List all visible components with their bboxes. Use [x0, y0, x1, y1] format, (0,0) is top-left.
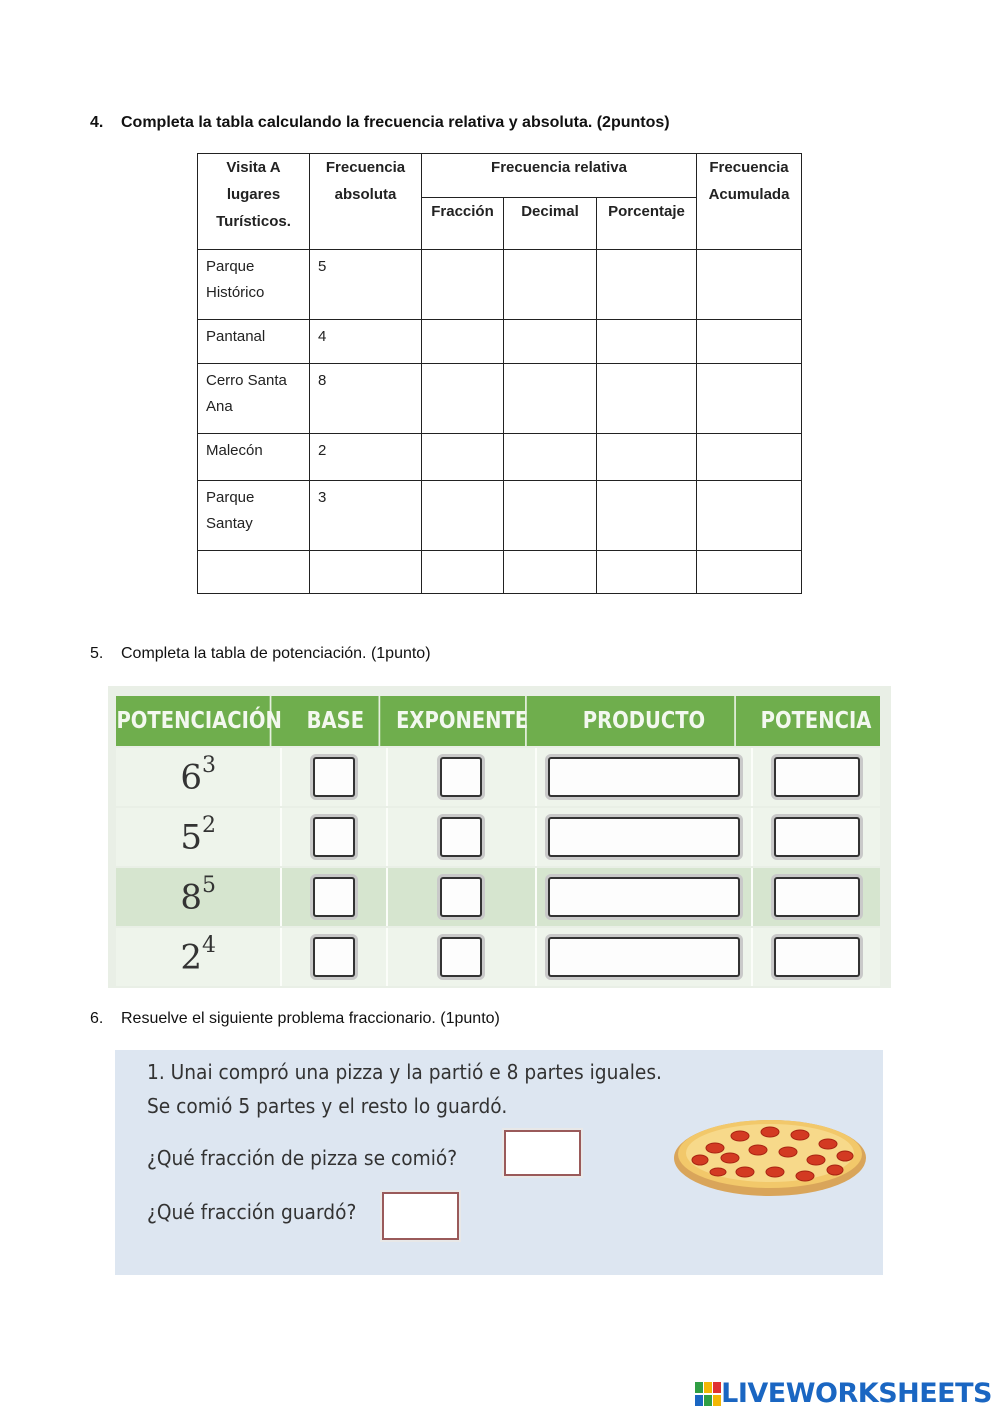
cell-lugar: Cerro Santa Ana	[198, 364, 310, 434]
table-row	[116, 748, 880, 806]
base-input[interactable]	[313, 937, 355, 977]
table-row	[116, 928, 880, 986]
table-row	[198, 320, 802, 364]
base-input[interactable]	[313, 817, 355, 857]
logo-icon	[695, 1382, 721, 1406]
cell-fraccion[interactable]	[422, 481, 504, 551]
header-potenciacion: POTENCIACIÓN	[129, 696, 272, 746]
cell-decimal[interactable]	[504, 250, 597, 320]
cell-absoluta: 3	[310, 481, 422, 551]
question-5-number: 5.	[90, 645, 104, 662]
question-6-text: Resuelve el siguiente problema fraccionario. (1punto)	[121, 1010, 500, 1027]
answer-eaten-input[interactable]	[504, 1130, 581, 1176]
table-row	[116, 868, 880, 926]
power-expression: $5^2$	[180, 812, 216, 858]
table-row	[198, 364, 802, 434]
producto-input[interactable]	[548, 817, 740, 857]
cell-fraccion[interactable]	[422, 320, 504, 364]
cell-fraccion[interactable]	[422, 364, 504, 434]
problem-line-2: Se comió 5 partes y el resto lo guardó.	[147, 1094, 508, 1118]
cell-absoluta: 4	[310, 320, 422, 364]
header-acumulada: Frecuencia Acumulada	[697, 154, 802, 250]
potencia-input[interactable]	[774, 877, 860, 917]
question-4-title	[90, 114, 670, 132]
exponente-input[interactable]	[440, 877, 482, 917]
table-row	[198, 250, 802, 320]
header-decimal: Decimal	[504, 198, 597, 250]
header-producto: PRODUCTO	[554, 696, 736, 746]
potencia-input[interactable]	[774, 937, 860, 977]
question-eaten: ¿Qué fracción de pizza se comió?	[147, 1146, 458, 1170]
base-input[interactable]	[313, 877, 355, 917]
cell-lugar: Malecón	[198, 434, 310, 481]
table-row	[198, 434, 802, 481]
cell-absoluta[interactable]	[310, 551, 422, 594]
cell-decimal[interactable]	[504, 551, 597, 594]
problem-line-1: 1. Unai compró una pizza y la partió e 8 partes iguales.	[147, 1060, 662, 1084]
power-expression: $2^4$	[180, 932, 216, 978]
exponente-input[interactable]	[440, 937, 482, 977]
producto-input[interactable]	[548, 877, 740, 917]
cell-acumulada[interactable]	[697, 320, 802, 364]
logo-text: LIVEWORKSHEETS	[721, 1378, 992, 1409]
cell-porcentaje[interactable]	[597, 320, 697, 364]
cell-fraccion[interactable]	[422, 551, 504, 594]
cell-absoluta: 2	[310, 434, 422, 481]
cell-acumulada[interactable]	[697, 364, 802, 434]
potencia-input[interactable]	[774, 757, 860, 797]
power-expression: $6^3$	[180, 752, 216, 798]
cell-acumulada[interactable]	[697, 551, 802, 594]
cell-acumulada[interactable]	[697, 481, 802, 551]
question-4-text: Completa la tabla calculando la frecuencia relativa y absoluta. (2puntos)	[121, 114, 670, 131]
frequency-table	[197, 153, 802, 594]
header-potencia: POTENCIA	[760, 708, 872, 734]
cell-acumulada[interactable]	[697, 434, 802, 481]
question-6-title	[90, 1010, 500, 1028]
cell-porcentaje[interactable]	[597, 364, 697, 434]
header-fraccion: Fracción	[422, 198, 504, 250]
cell-fraccion[interactable]	[422, 434, 504, 481]
cell-lugar[interactable]	[198, 551, 310, 594]
cell-porcentaje[interactable]	[597, 551, 697, 594]
header-exponente: EXPONENTE	[400, 696, 528, 746]
question-6-number: 6.	[90, 1010, 104, 1027]
potenciacion-header	[116, 696, 880, 746]
liveworksheets-logo	[695, 1378, 992, 1409]
cell-lugar: Parque Histórico	[198, 250, 310, 320]
power-expression: $8^5$	[180, 872, 216, 918]
exponente-input[interactable]	[440, 817, 482, 857]
cell-porcentaje[interactable]	[597, 434, 697, 481]
pizza-image	[670, 1110, 870, 1200]
cell-absoluta: 8	[310, 364, 422, 434]
header-visita: Visita A lugares Turísticos.	[198, 154, 310, 250]
producto-input[interactable]	[548, 757, 740, 797]
question-4-number: 4.	[90, 114, 104, 131]
table-row	[198, 481, 802, 551]
header-relativa: Frecuencia relativa	[422, 154, 697, 198]
cell-absoluta: 5	[310, 250, 422, 320]
potencia-input[interactable]	[774, 817, 860, 857]
header-base: BASE	[292, 696, 381, 746]
cell-decimal[interactable]	[504, 434, 597, 481]
header-absoluta: Frecuencia absoluta	[310, 154, 422, 250]
table-row	[116, 808, 880, 866]
header-porcentaje: Porcentaje	[597, 198, 697, 250]
exponente-input[interactable]	[440, 757, 482, 797]
cell-decimal[interactable]	[504, 364, 597, 434]
producto-input[interactable]	[548, 937, 740, 977]
potenciacion-table	[108, 686, 891, 988]
cell-decimal[interactable]	[504, 481, 597, 551]
base-input[interactable]	[313, 757, 355, 797]
table-row	[198, 551, 802, 594]
cell-lugar: Pantanal	[198, 320, 310, 364]
cell-porcentaje[interactable]	[597, 250, 697, 320]
cell-lugar: Parque Santay	[198, 481, 310, 551]
cell-fraccion[interactable]	[422, 250, 504, 320]
question-saved: ¿Qué fracción guardó?	[147, 1200, 357, 1224]
question-5-title	[90, 645, 431, 663]
cell-acumulada[interactable]	[697, 250, 802, 320]
question-5-text: Completa la tabla de potenciación. (1punto)	[121, 645, 431, 662]
answer-saved-input[interactable]	[382, 1192, 459, 1240]
problem-card	[115, 1050, 883, 1275]
cell-decimal[interactable]	[504, 320, 597, 364]
cell-porcentaje[interactable]	[597, 481, 697, 551]
